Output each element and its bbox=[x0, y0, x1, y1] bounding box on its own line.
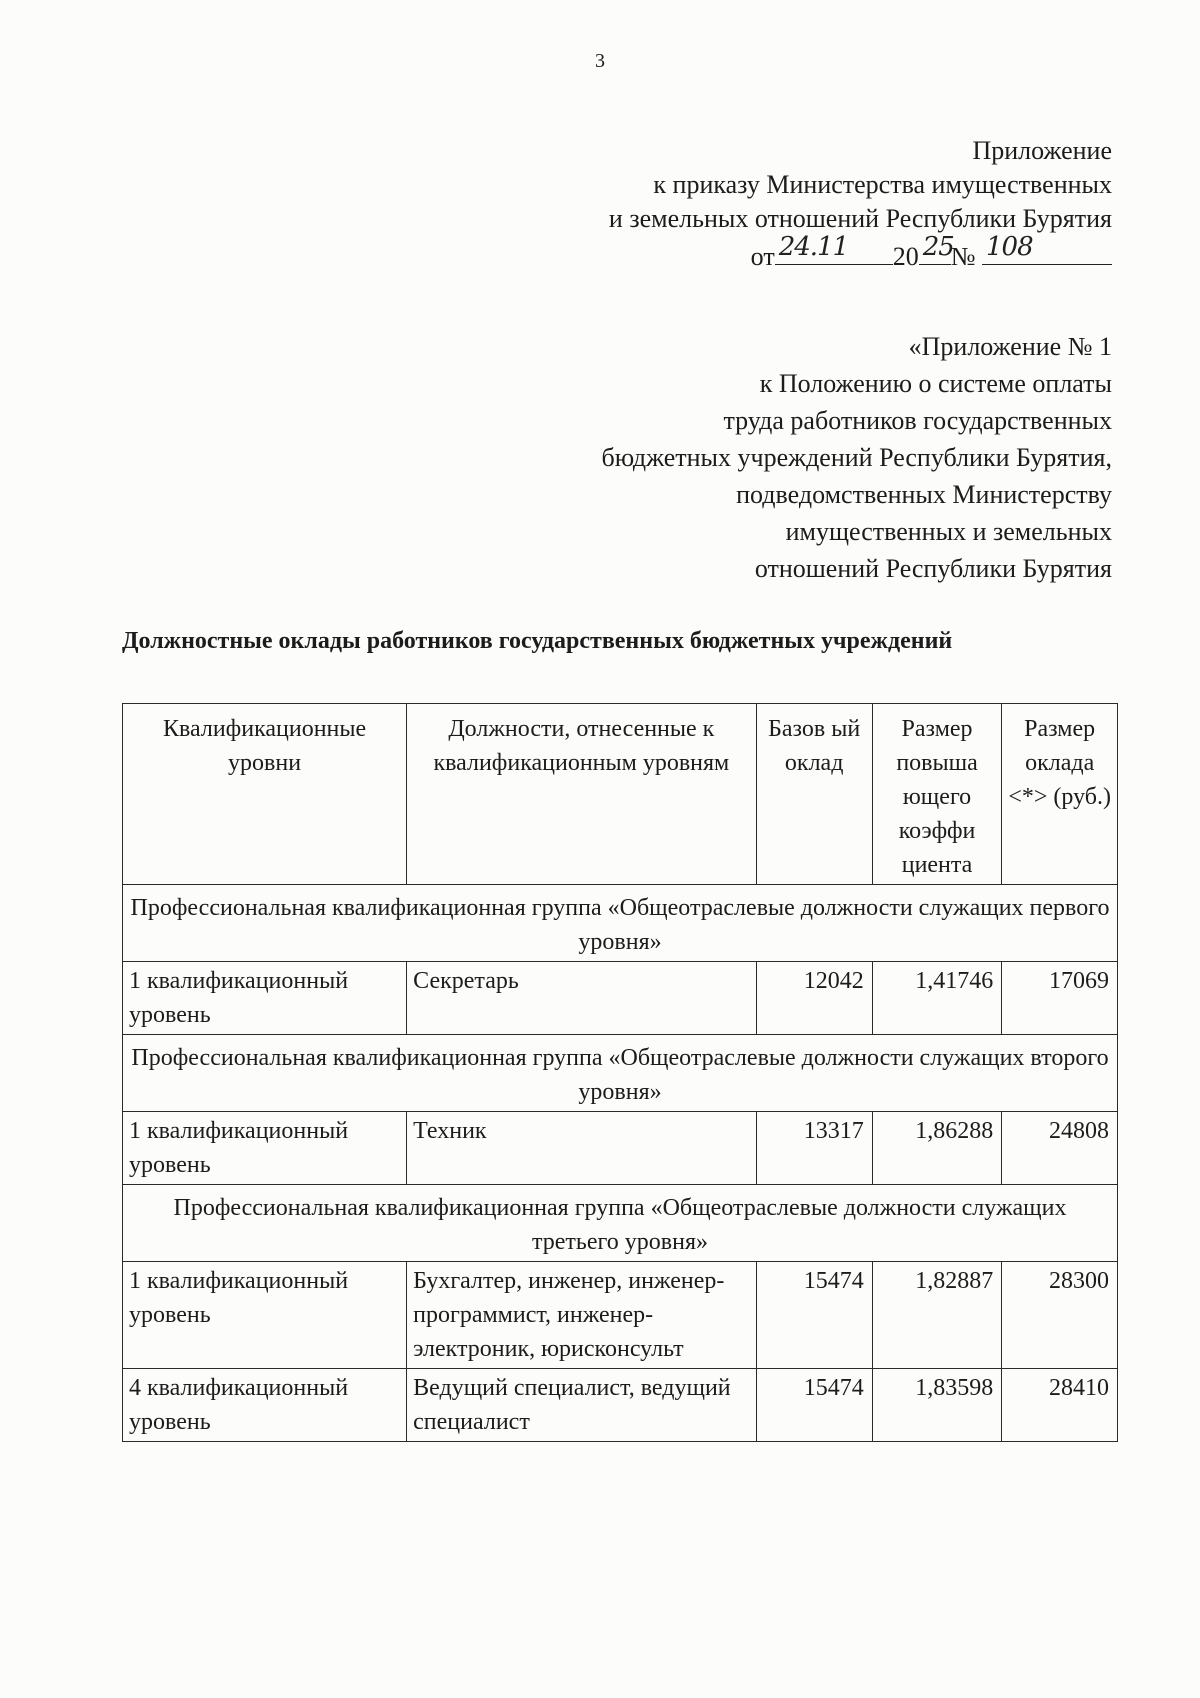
cell-level: 4 квалификационный уровень bbox=[123, 1369, 407, 1442]
order-date-line bbox=[609, 232, 1112, 274]
header-qualification-levels: Квалификационные уровни bbox=[123, 704, 407, 885]
handwritten-year: 25 bbox=[922, 232, 954, 262]
table-row bbox=[123, 1262, 1118, 1369]
cell-level: 1 квалификационный уровень bbox=[123, 1262, 407, 1369]
cell-base: 13317 bbox=[756, 1112, 872, 1185]
document-title: Должностные оклады работников государственных бюджетных учреждений bbox=[122, 628, 953, 654]
group-row bbox=[123, 1035, 1118, 1112]
cell-salary: 24808 bbox=[1002, 1112, 1118, 1185]
handwritten-number: 108 bbox=[986, 232, 1033, 262]
handwritten-date: 24.11 bbox=[778, 232, 849, 262]
cell-coef: 1,83598 bbox=[872, 1369, 1002, 1442]
header-coefficient: Размер повыша ющего коэффи циента bbox=[872, 704, 1002, 885]
year-prefix: 20 bbox=[892, 242, 919, 271]
table-row bbox=[123, 1112, 1118, 1185]
number-prefix: № bbox=[950, 242, 976, 271]
salary-table bbox=[122, 703, 1118, 1442]
cell-level: 1 квалификационный уровень bbox=[123, 1112, 407, 1185]
group-row bbox=[123, 1185, 1118, 1262]
annex-line: отношений Республики Бурятия bbox=[754, 554, 1112, 583]
cell-salary: 28410 bbox=[1002, 1369, 1118, 1442]
header-salary-amount: Размер оклада <*> (руб.) bbox=[1002, 704, 1118, 885]
header-base-salary: Базов ый оклад bbox=[756, 704, 872, 885]
header-line: и земельных отношений Республики Бурятия bbox=[608, 204, 1112, 233]
table-row bbox=[123, 962, 1118, 1035]
header-positions: Должности, отнесенные к квалификационным уровням bbox=[407, 704, 756, 885]
cell-positions: Техник bbox=[407, 1112, 756, 1185]
number-blank bbox=[982, 232, 1112, 265]
cell-level: 1 квалификационный уровень bbox=[123, 962, 407, 1035]
cell-coef: 1,41746 bbox=[872, 962, 1002, 1035]
year-blank bbox=[919, 232, 954, 265]
cell-salary: 17069 bbox=[1002, 962, 1118, 1035]
annex-line: подведомственных Министерству bbox=[736, 480, 1112, 509]
cell-positions: Бухгалтер, инженер, инженер-программист, инженер-электроник, юрисконсульт bbox=[407, 1262, 756, 1369]
group-title: Профессиональная квалификационная группа «Общеотраслевые должности служащих третьего уровня» bbox=[123, 1185, 1118, 1262]
annex-line: «Приложение № 1 bbox=[908, 332, 1112, 361]
annex-line: труда работников государственных bbox=[723, 406, 1112, 435]
annex-reference bbox=[602, 328, 1112, 587]
cell-positions: Секретарь bbox=[407, 962, 756, 1035]
order-annex-header bbox=[609, 134, 1112, 274]
group-title: Профессиональная квалификационная группа «Общеотраслевые должности служащих второго уровня» bbox=[123, 1035, 1118, 1112]
cell-coef: 1,82887 bbox=[872, 1262, 1002, 1369]
cell-salary: 28300 bbox=[1002, 1262, 1118, 1369]
cell-base: 15474 bbox=[756, 1369, 872, 1442]
group-row bbox=[123, 885, 1118, 962]
header-line: Приложение bbox=[972, 136, 1112, 165]
group-title: Профессиональная квалификационная группа «Общеотраслевые должности служащих первого уровня» bbox=[123, 885, 1118, 962]
date-prefix: от bbox=[750, 242, 775, 271]
table-row bbox=[123, 1369, 1118, 1442]
table-header-row bbox=[123, 704, 1118, 885]
annex-line: имущественных и земельных bbox=[785, 517, 1112, 546]
header-line: к приказу Министерства имущественных bbox=[653, 170, 1112, 199]
cell-base: 12042 bbox=[756, 962, 872, 1035]
cell-positions: Ведущий специалист, ведущий специалист bbox=[407, 1369, 756, 1442]
cell-coef: 1,86288 bbox=[872, 1112, 1002, 1185]
annex-line: к Положению о системе оплаты bbox=[759, 369, 1112, 398]
annex-line: бюджетных учреждений Республики Бурятия, bbox=[601, 443, 1112, 472]
cell-base: 15474 bbox=[756, 1262, 872, 1369]
page-number: 3 bbox=[595, 50, 605, 72]
date-blank bbox=[775, 232, 893, 265]
